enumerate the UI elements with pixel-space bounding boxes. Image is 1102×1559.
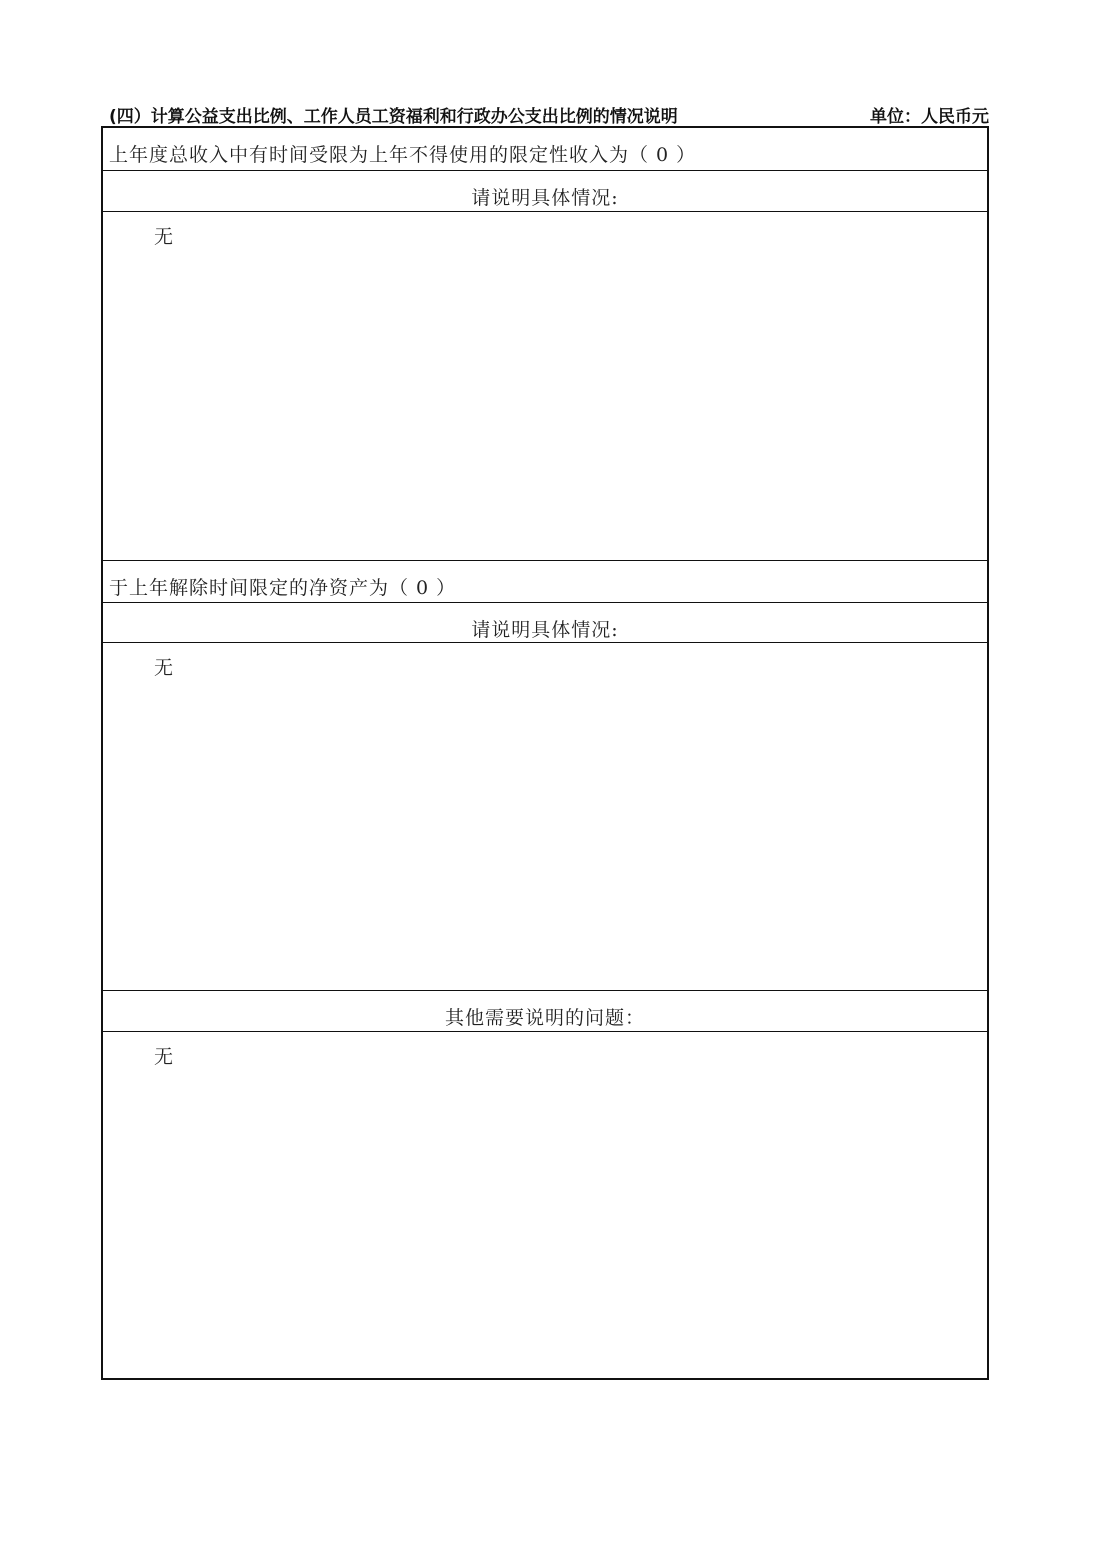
released-assets-statement: 于上年解除时间限定的净资产为（ 0 ）: [109, 577, 457, 599]
restricted-income-prompt-row: [103, 170, 987, 211]
released-assets-row: [103, 560, 987, 602]
restricted-income-answer-box[interactable]: [103, 211, 987, 560]
other-issues-prompt-row: [103, 990, 987, 1031]
restricted-income-prompt: 请说明具体情况:: [471, 187, 619, 209]
page-header: [103, 100, 989, 127]
restricted-income-answer: 无: [154, 226, 175, 248]
released-assets-prompt-row: [103, 602, 987, 642]
restricted-income-statement: 上年度总收入中有时间受限为上年不得使用的限定性收入为（ 0 ）: [109, 144, 697, 166]
restricted-income-row: [103, 128, 987, 170]
other-issues-answer-box[interactable]: [103, 1031, 987, 1378]
currency-unit: 单位：人民币元: [870, 107, 989, 127]
other-issues-answer: 无: [154, 1046, 175, 1068]
released-assets-prompt: 请说明具体情况:: [471, 619, 619, 641]
other-issues-prompt: 其他需要说明的问题：: [444, 1007, 645, 1029]
released-assets-answer: 无: [154, 657, 175, 679]
explanation-form: [101, 126, 989, 1380]
page-title: (四）计算公益支出比例、工作人员工资福利和行政办公支出比例的情况说明: [109, 107, 678, 127]
released-assets-answer-box[interactable]: [103, 642, 987, 990]
